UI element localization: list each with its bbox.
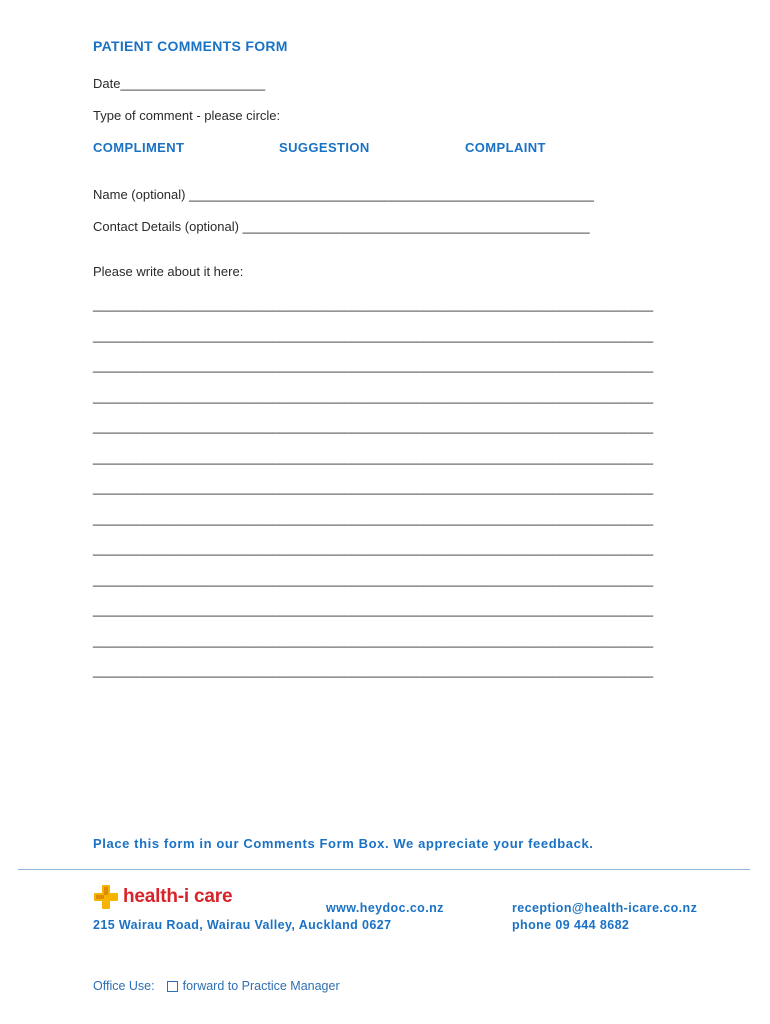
- date-field[interactable]: Date____________________: [93, 76, 266, 91]
- writing-line[interactable]: ______________________________________________________________________________: [93, 388, 654, 404]
- comment-type-complaint[interactable]: COMPLAINT: [465, 140, 546, 155]
- writing-line[interactable]: ______________________________________________________________________________: [93, 480, 654, 495]
- write-prompt: Please write about it here:: [93, 264, 244, 279]
- name-field[interactable]: Name (optional) ________________________________________________________: [93, 187, 594, 202]
- clinic-address: 215 Wairau Road, Wairau Valley, Auckland 0627: [93, 918, 392, 932]
- email-link[interactable]: reception@health-icare.co.nz: [512, 901, 698, 915]
- checkbox-icon[interactable]: [167, 981, 178, 992]
- website-link[interactable]: www.heydoc.co.nz: [326, 901, 444, 915]
- comment-type-compliment[interactable]: COMPLIMENT: [93, 140, 185, 155]
- footer-divider: [18, 869, 750, 870]
- writing-line[interactable]: ______________________________________________________________________________: [93, 602, 654, 617]
- form-instruction: Place this form in our Comments Form Box. We appreciate your feedback.: [93, 836, 594, 851]
- contact-details-field[interactable]: Contact Details (optional) ________________________________________________: [93, 219, 590, 234]
- writing-line[interactable]: ______________________________________________________________________________: [93, 663, 654, 678]
- comment-type-prompt: Type of comment - please circle:: [93, 108, 281, 123]
- writing-line[interactable]: ______________________________________________________________________________: [93, 327, 654, 343]
- writing-line[interactable]: ______________________________________________________________________________: [93, 541, 654, 556]
- writing-line[interactable]: ______________________________________________________________________________: [93, 358, 654, 373]
- office-use-option: forward to Practice Manager: [182, 979, 340, 993]
- writing-line[interactable]: ______________________________________________________________________________: [93, 632, 654, 648]
- office-use-label: Office Use:: [93, 979, 155, 993]
- writing-line[interactable]: ______________________________________________________________________________: [93, 419, 654, 434]
- writing-line[interactable]: ______________________________________________________________________________: [93, 571, 654, 587]
- writing-line[interactable]: ______________________________________________________________________________: [93, 449, 654, 465]
- form-title: PATIENT COMMENTS FORM: [93, 38, 288, 54]
- brand-logo: [93, 884, 232, 910]
- clinic-phone: phone 09 444 8682: [512, 918, 630, 932]
- office-use-section: [93, 979, 340, 993]
- writing-line[interactable]: ______________________________________________________________________________: [93, 297, 654, 312]
- writing-line[interactable]: ______________________________________________________________________________: [93, 510, 654, 526]
- comment-writing-area[interactable]: [93, 297, 653, 694]
- medical-cross-logo-icon: [93, 884, 119, 910]
- brand-name: health-i care: [123, 886, 233, 907]
- comment-type-suggestion[interactable]: SUGGESTION: [279, 140, 370, 155]
